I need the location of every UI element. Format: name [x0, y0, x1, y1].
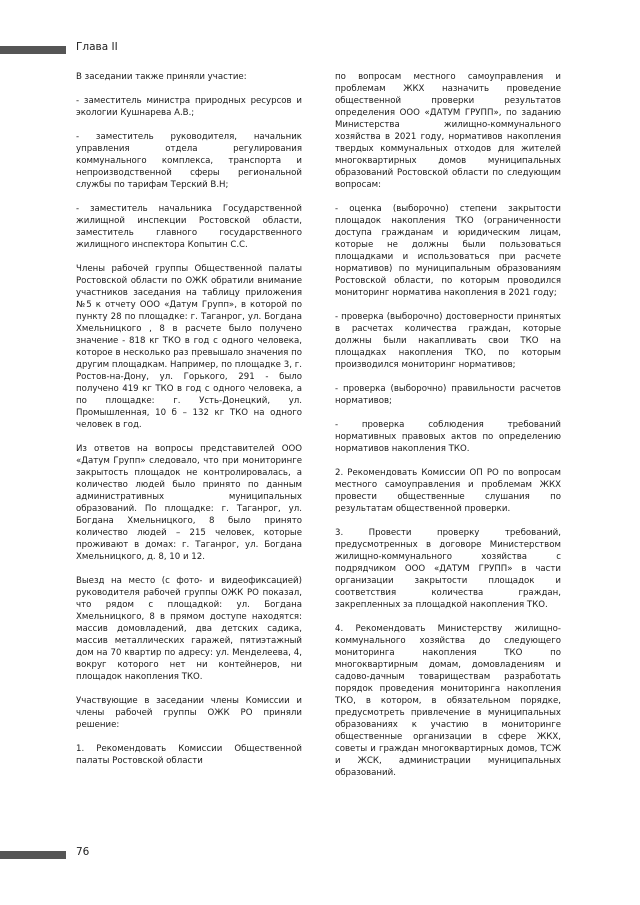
- paragraph: 4. Рекомендовать Министерству жилищно-коммунального хозяйства до следующего мониторинга накопления ТКО по многоквартирным домам, домовладениям и садово-дачным товариществам разработать порядок проведения мониторинга накопления ТКО, в котором, в обязательном порядке, предусмотреть привлечение в муниципальных образованиях к участию в мониторинге общественные организации в сфере ЖКХ, советы и граждан многоквартирных домов, ТСЖ и ЖСК, администрации муниципальных образований.: [335, 624, 561, 778]
- page-number: 76: [76, 846, 90, 858]
- right-column: [335, 71, 561, 791]
- paragraph: - проверка (выборочно) достоверности принятых в расчетах количества граждан, которые должны были накапливать свои ТКО на площадках накопления ТКО, по которым производился мониторинг нормативов;: [335, 312, 561, 370]
- paragraph: Члены рабочей группы Общественной палаты Ростовской области по ОЖК обратили внимание участников заседания на таблицу приложения №5 к отчету ООО «Датум Групп», в которой по пункту 28 по площадке: г. Таганрог, ул. Богдана Хмельницкого , 8 в расчете было получено значение - 818 кг ТКО в год с одного человека, которое в несколько раз превышало значения по другим площадкам. Например, по площадке 3, г. Ростов-на-Дону, ул. Горького, 291 - было получено 419 кг ТКО в год с одного человека, а по площадке: г. Усть-Донецкий, ул. Промышленная, 10 б – 132 кг ТКО на одного человек в год.: [76, 264, 302, 430]
- paragraph: 3. Провести проверку требований, предусмотренных в договоре Министерством жилищно-коммунального хозяйства с подрядчиком ООО «ДАТУМ ГРУПП» в части организации закрытости площадок и соответствия количества граждан, закрепленных за площадкой накопления ТКО.: [335, 528, 561, 610]
- paragraph: - проверка (выборочно) правильности расчетов нормативов;: [335, 384, 561, 406]
- paragraph: - заместитель начальника Государственной жилищной инспекции Ростовской области, заместитель главного государственного жилищного инспектора Копытин С.С.: [76, 204, 302, 250]
- chapter-title: Глава II: [76, 41, 118, 53]
- paragraph: 1. Рекомендовать Комиссии Общественной палаты Ростовской области: [76, 744, 302, 766]
- paragraph: - оценка (выборочно) степени закрытости площадок накопления ТКО (ограниченности доступа гражданам и юридическим лицам, которые не должны были пользоваться площадками и использоваться при расчете нормативов) по муниципальным образованиям Ростовской области, по которым проводился мониторинг норматива накопления в 2021 году;: [335, 204, 561, 298]
- paragraph: Участвующие в заседании члены Комиссии и члены рабочей группы ОЖК РО приняли решение:: [76, 696, 302, 730]
- paragraph: 2. Рекомендовать Комиссии ОП РО по вопросам местного самоуправления и проблемам ЖКХ провести общественные слушания по результатам общественной проверки.: [335, 468, 561, 514]
- paragraph: - проверка соблюдения требований нормативных правовых актов по определению нормативов накопления ТКО.: [335, 420, 561, 454]
- header-bar: [0, 46, 66, 54]
- left-column: [76, 71, 302, 779]
- paragraph: по вопросам местного самоуправления и проблемам ЖКХ назначить проведение общественной проверки результатов определения ООО «ДАТУМ ГРУПП», по заданию Министерства жилищно-коммунального хозяйства в 2021 году, нормативов накопления твердых коммунальных отходов для жителей многоквартирных домов муниципальных образований Ростовской области по следующим вопросам:: [335, 72, 561, 190]
- paragraph: - заместитель министра природных ресурсов и экологии Кушнарева А.В.;: [76, 96, 302, 118]
- paragraph: Из ответов на вопросы представителей ООО «Датум Групп» следовало, что при мониторинге закрытость площадок не контролировалась, а количество людей было принято по данным административных муниципальных образований. По площадке: г. Таганрог, ул. Богдана Хмельницкого, 8 было принято количество людей – 215 человек, которые проживают в домах: г. Таганрог, ул. Богдана Хмельницкого, д. 8, 10 и 12.: [76, 444, 302, 562]
- paragraph: Выезд на место (с фото- и видеофиксацией) руководителя рабочей группы ОЖК РО показал, что рядом с площадкой: ул. Богдана Хмельницкого, 8 в прямом доступе находятся: массив домовладений, два детских садика, массив металлических гаражей, пятиэтажный дом на 70 квартир по адресу: ул. Менделеева, 4, вокруг которого нет ни контейнеров, ни площадок накопления ТКО.: [76, 576, 302, 682]
- paragraph: В заседании также приняли участие:: [76, 72, 247, 82]
- footer-bar: [0, 851, 66, 859]
- paragraph: - заместитель руководителя, начальник управления отдела регулирования коммунального комплекса, транспорта и непроизводственной сферы региональной службы по тарифам Терский В.Н;: [76, 132, 302, 190]
